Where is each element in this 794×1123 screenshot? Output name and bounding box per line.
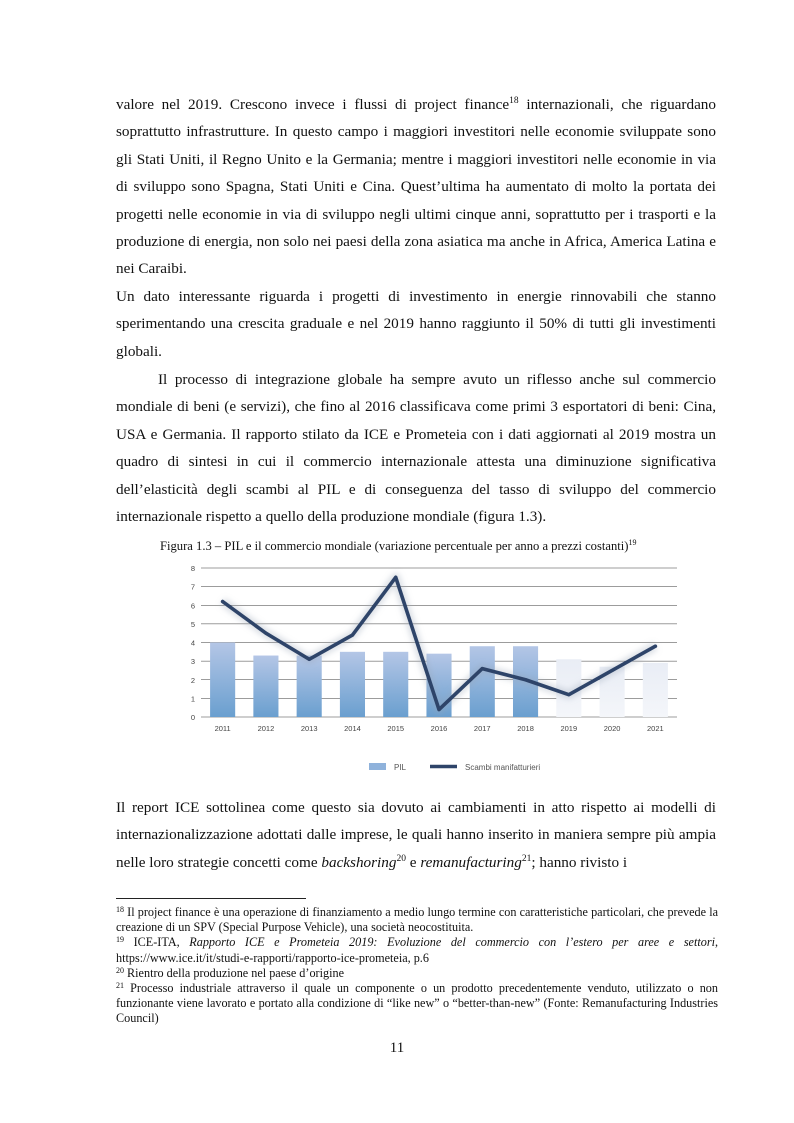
footnote-text: Il project finance è una operazione di finanziamento a medio lungo termine con caratteristiche particolari, che prevede la creazione di un SPV (Special Purpose Vehicle), una società neocostituita.	[116, 905, 718, 935]
point-scambi-2021	[654, 645, 657, 648]
point-scambi-2018	[524, 678, 527, 681]
footnote-number: 19	[116, 935, 124, 945]
footnote-report-title: Rapporto ICE e Prometeia 2019: Evoluzione del commercio con l’estero per aree e settori	[189, 935, 715, 950]
footnote-number: 21	[116, 981, 124, 991]
chart-y-axis	[191, 564, 195, 722]
chart-legend	[369, 763, 540, 772]
x-tick-label: 2020	[603, 724, 621, 733]
point-scambi-2015	[394, 576, 397, 579]
chart-x-axis	[215, 724, 664, 733]
trade-gdp-chart	[167, 556, 687, 778]
footnote-link[interactable]: , https://www.ice.it/it/studi-e-rapporti/rapporto-ice-prometeia, p.6	[116, 935, 719, 965]
point-scambi-2019	[567, 693, 570, 696]
x-tick-label: 2015	[387, 724, 405, 733]
footnote-number: 20	[116, 965, 124, 975]
term-remanufacturing: remanufacturing	[420, 853, 522, 871]
x-tick-label: 2018	[517, 724, 534, 733]
bar-pil-2014	[340, 652, 365, 717]
y-tick-label: 5	[190, 619, 195, 629]
bar-pil-2015	[383, 652, 408, 717]
footnote-19	[116, 935, 718, 965]
x-tick-label: 2014	[344, 724, 361, 733]
point-scambi-2016	[437, 708, 440, 711]
footnote-separator	[116, 898, 306, 899]
y-tick-label: 0	[190, 713, 195, 722]
x-tick-label: 2016	[430, 724, 448, 733]
bar-pil-2021	[643, 663, 668, 717]
x-tick-label: 2013	[300, 724, 318, 733]
x-tick-label: 2021	[647, 724, 664, 733]
body-paragraph-2	[116, 366, 716, 530]
point-scambi-2017	[481, 667, 484, 670]
p3-text-a: Il report ICE sottolinea come questo sia dovuto ai cambiamenti in atto rispetto ai modelli di internazionalizzazione adottati dalle imprese, le quali hanno inserito in maniera sempre più ampia nelle loro strategie concetti come	[116, 799, 716, 871]
y-tick-label: 6	[190, 601, 195, 611]
p2-text: Il processo di integrazione globale ha sempre avuto un riflesso anche sul commercio mondiale di beni (e servizi), che fino al 2016 classificava come primi 3 esportatori di beni: Cina, USA e Germania. Il rapporto stilato da ICE e Prometeia con i dati aggiornati al 2019 mostra un quadro di sintesi in cui il commercio internazionale attesta una diminuzione significativa dell’elasticità degli scambi al PIL e di conseguenza del tasso di sviluppo del commercio internazionale rispetto a quello della produzione mondiale (figura 1.3).	[116, 371, 716, 526]
point-scambi-2012	[264, 632, 267, 635]
footnote-20	[116, 966, 718, 981]
footnote-text: Rientro della produzione nel paese d’origine	[127, 965, 344, 980]
footnote-text: Processo industriale attraverso il quale un componente o un prodotto precedentemente venduto, utilizzato o non funzionante viene lavorato e portato alla condizione di “like new” o “better-than-new” (Fonte: Remanufacturing Industries Council)	[116, 981, 718, 1026]
p3-text-mid: e	[405, 853, 421, 871]
point-scambi-2014	[351, 633, 354, 636]
body-paragraph-1	[116, 91, 716, 365]
p1-text-a: valore nel 2019. Crescono invece i flussi di project finance	[116, 96, 510, 113]
footnote-ref-19[interactable]: 19	[628, 538, 637, 547]
term-backshoring: backshoring	[321, 853, 397, 871]
legend-pil-label: PIL	[394, 763, 407, 772]
x-tick-label: 2019	[560, 724, 578, 733]
footnote-text: ICE-ITA,	[133, 935, 190, 950]
bar-pil-2013	[297, 656, 322, 717]
y-tick-label: 1	[190, 694, 195, 704]
point-scambi-2020	[610, 669, 613, 672]
p1-text-c: Un dato interessante riguarda i progetti di investimento in energie rinnovabili che stanno sperimentando una crescita graduale e nel 2019 hanno raggiunto il 50% di tutti gli investimenti globali.	[116, 287, 716, 360]
legend-scambi-label: Scambi manifatturieri	[465, 763, 541, 772]
page-number: 11	[389, 1040, 405, 1056]
footnote-ref-18[interactable]: 18	[509, 96, 519, 106]
point-scambi-2011	[221, 600, 224, 603]
y-tick-label: 7	[190, 582, 195, 592]
footnote-ref-20[interactable]: 20	[396, 853, 406, 864]
point-scambi-2013	[308, 658, 311, 661]
x-tick-label: 2017	[473, 724, 491, 733]
footnote-18	[116, 905, 718, 935]
figure-caption-text: Figura 1.3 – PIL e il commercio mondiale (variazione percentuale per anno a prezzi costanti)	[160, 539, 629, 553]
figure-caption	[160, 539, 680, 554]
footnotes	[116, 905, 718, 1027]
y-tick-label: 2	[190, 675, 195, 685]
p3-text-b: ; hanno rivisto i	[531, 853, 628, 871]
legend-pil-swatch	[369, 763, 386, 770]
y-tick-label: 3	[190, 657, 195, 667]
x-tick-label: 2011	[214, 724, 231, 733]
body-paragraph-3	[116, 794, 716, 876]
x-tick-label: 2012	[257, 724, 275, 733]
p1-text-b: internazionali, che riguardano soprattutto infrastrutture. In questo campo i maggiori investitori nelle economie sviluppate sono gli Stati Uniti, il Regno Unito e la Germania; mentre i maggiori investitori nelle economie in via di sviluppo sono Spagna, Stati Uniti e Cina. Quest’ultima ha aumentato di molto la portata dei progetti nelle economie in via di sviluppo negli ultimi cinque anni, soprattutto per i trasporti e la produzione di energia, non solo nei paesi della zona asiatica ma anche in Africa, America Latina e nei Caraibi.	[116, 96, 716, 278]
footnote-ref-21[interactable]: 21	[521, 853, 532, 864]
bar-pil-2011	[210, 643, 235, 718]
y-tick-label: 4	[190, 638, 195, 648]
footnote-number: 18	[116, 905, 124, 914]
footnote-21	[116, 981, 718, 1027]
bar-pil-2012	[253, 656, 278, 717]
y-tick-label: 8	[190, 564, 195, 573]
